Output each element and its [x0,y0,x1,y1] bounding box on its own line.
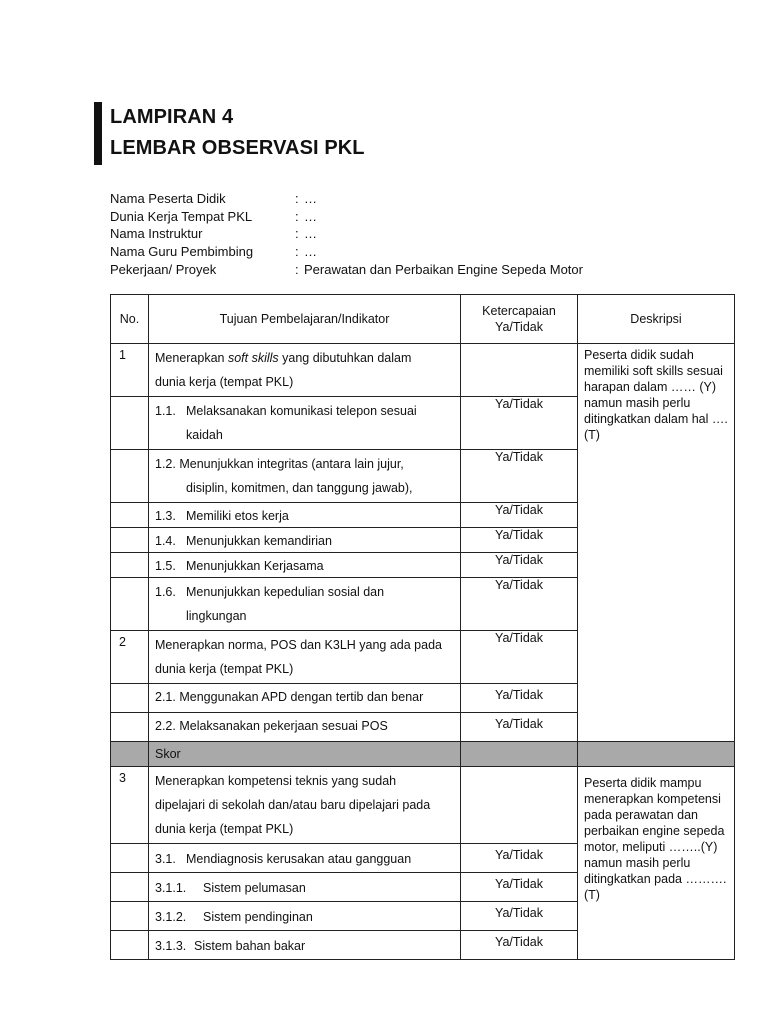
info-colon: : [295,226,299,241]
indicator-text: Melaksanakan komunikasi telepon sesuai [186,404,417,418]
indicator-text: Menunjukkan kemandirian [186,534,332,548]
indicator-cell [149,528,461,553]
row-number: 2 [111,631,149,684]
indicator-cell [149,713,461,742]
achievement-cell: Ya/Tidak [461,578,578,631]
row-number: 3 [111,767,149,844]
indicator-cell [149,873,461,902]
info-value: … [304,209,317,224]
indicator-text: Mendiagnosis kerusakan atau gangguan [186,852,412,866]
indicator-cell [149,931,461,960]
indicator-text: Sistem bahan bakar [194,939,306,953]
appendix-title: LAMPIRAN 4 [110,106,234,128]
row-number-empty [111,450,149,503]
achievement-cell: Ya/Tidak [461,684,578,713]
indicator-text-post: yang dibutuhkan dalam [278,351,412,365]
indicator-text: Menerapkan norma, POS dan K3LH yang ada pada [155,638,442,652]
table-row [111,344,735,397]
indicator-text: Menggunakan APD dengan tertib dan benar [179,690,424,704]
header-achievement-line1: Ketercapaian [482,304,556,318]
indicator-text-line2: dunia kerja (tempat PKL) [155,662,294,676]
score-row [111,742,735,767]
info-row-workplace [110,208,730,226]
info-label: Dunia Kerja Tempat PKL [110,209,253,224]
row-number-empty [111,931,149,960]
indicator-text: Memiliki etos kerja [186,509,289,523]
indicator-text-line2: kaidah [186,428,223,442]
indicator-text: Menunjukkan Kerjasama [186,559,324,573]
score-no-cell [111,742,149,767]
header-achievement [461,295,578,344]
achievement-cell: Ya/Tidak [461,873,578,902]
row-number-empty [111,528,149,553]
info-label: Nama Instruktur [110,226,203,241]
achievement-cell [461,767,578,844]
achievement-cell [461,344,578,397]
indicator-cell [149,578,461,631]
header-indicator: Tujuan Pembelajaran/Indikator [149,295,461,344]
indicator-num: 2.1. [155,690,176,704]
row-number-empty [111,902,149,931]
header-no: No. [111,295,149,344]
indicator-num: 3.1.2. [155,910,187,924]
indicator-text: Melaksanakan pekerjaan sesuai POS [179,719,388,733]
info-colon: : [295,244,299,259]
info-value: … [304,191,317,206]
indicator-cell [149,344,461,397]
indicator-num: 1.1. [155,404,176,418]
row-number-empty [111,844,149,873]
info-label: Pekerjaan/ Proyek [110,262,217,277]
row-number-empty [111,684,149,713]
achievement-cell: Ya/Tidak [461,553,578,578]
title-accent-bar [94,102,102,165]
achievement-cell: Ya/Tidak [461,503,578,528]
description-cell-technical: Peserta didik mampu menerapkan kompetensi pada perawatan dan perbaikan engine sepeda motor, meliputi ……..(Y) namun masih perlu ditingkatkan pada ………. (T) [578,767,735,960]
indicator-num: 2.2. [155,719,176,733]
table-header-row [111,295,735,344]
indicator-cell [149,503,461,528]
indicator-text: Menunjukkan kepedulian sosial dan [186,585,385,599]
row-number: 1 [111,344,149,397]
row-number-empty [111,713,149,742]
indicator-cell [149,767,461,844]
achievement-cell: Ya/Tidak [461,528,578,553]
indicator-cell [149,553,461,578]
indicator-cell [149,397,461,450]
score-label: Skor [149,742,461,767]
indicator-num: 3.1.1. [155,881,187,895]
score-desc-cell [578,742,735,767]
indicator-num: 1.2. [155,457,176,471]
indicator-text: Menerapkan kompetensi teknis yang sudah [155,774,397,788]
info-row-instructor [110,225,730,243]
info-row-student [110,190,730,208]
description-cell-softskills: Peserta didik sudah memiliki soft skills sesuai harapan dalam …… (Y) namun masih perlu ditingkatkan dalam hal …. (T) [578,344,735,742]
indicator-text: Sistem pendinginan [203,910,313,924]
indicator-text: Menunjukkan integritas (antara lain jujur, [179,457,404,471]
row-number-empty [111,873,149,902]
indicator-num: 1.4. [155,534,176,548]
info-value: … [304,226,317,241]
indicator-cell [149,631,461,684]
document-title: LEMBAR OBSERVASI PKL [110,137,365,159]
achievement-cell: Ya/Tidak [461,631,578,684]
row-number-empty [111,578,149,631]
indicator-cell [149,450,461,503]
indicator-num: 1.5. [155,559,176,573]
info-colon: : [295,209,299,224]
indicator-text: Sistem pelumasan [203,881,306,895]
header-achievement-line2: Ya/Tidak [495,320,543,334]
indicator-text-line3: dunia kerja (tempat PKL) [155,822,294,836]
header-description: Deskripsi [578,295,735,344]
indicator-num: 1.3. [155,509,176,523]
score-value-cell [461,742,578,767]
achievement-cell: Ya/Tidak [461,450,578,503]
indicator-text-line2: dunia kerja (tempat PKL) [155,375,294,389]
observation-table [110,294,735,960]
info-colon: : [295,262,299,277]
info-value: Perawatan dan Perbaikan Engine Sepeda Motor [304,262,583,277]
info-row-project [110,261,730,279]
indicator-cell [149,902,461,931]
indicator-text-pre: Menerapkan [155,351,228,365]
row-number-empty [111,397,149,450]
achievement-cell: Ya/Tidak [461,931,578,960]
info-colon: : [295,191,299,206]
row-number-empty [111,503,149,528]
info-value: … [304,244,317,259]
indicator-cell [149,684,461,713]
info-label: Nama Peserta Didik [110,191,226,206]
indicator-text-line2: dipelajari di sekolah dan/atau baru dipelajari pada [155,798,431,812]
info-row-teacher [110,243,730,261]
achievement-cell: Ya/Tidak [461,397,578,450]
info-label: Nama Guru Pembimbing [110,244,254,259]
achievement-cell: Ya/Tidak [461,713,578,742]
table-row [111,767,735,844]
row-number-empty [111,553,149,578]
indicator-num: 3.1. [155,852,176,866]
achievement-cell: Ya/Tidak [461,902,578,931]
indicator-num: 1.6. [155,585,176,599]
indicator-text-emphasis: soft skills [227,351,279,365]
achievement-cell: Ya/Tidak [461,844,578,873]
indicator-text-line2: disiplin, komitmen, dan tanggung jawab), [186,481,413,495]
indicator-cell [149,844,461,873]
indicator-num: 3.1.3. [155,939,187,953]
indicator-text-line2: lingkungan [186,609,247,623]
